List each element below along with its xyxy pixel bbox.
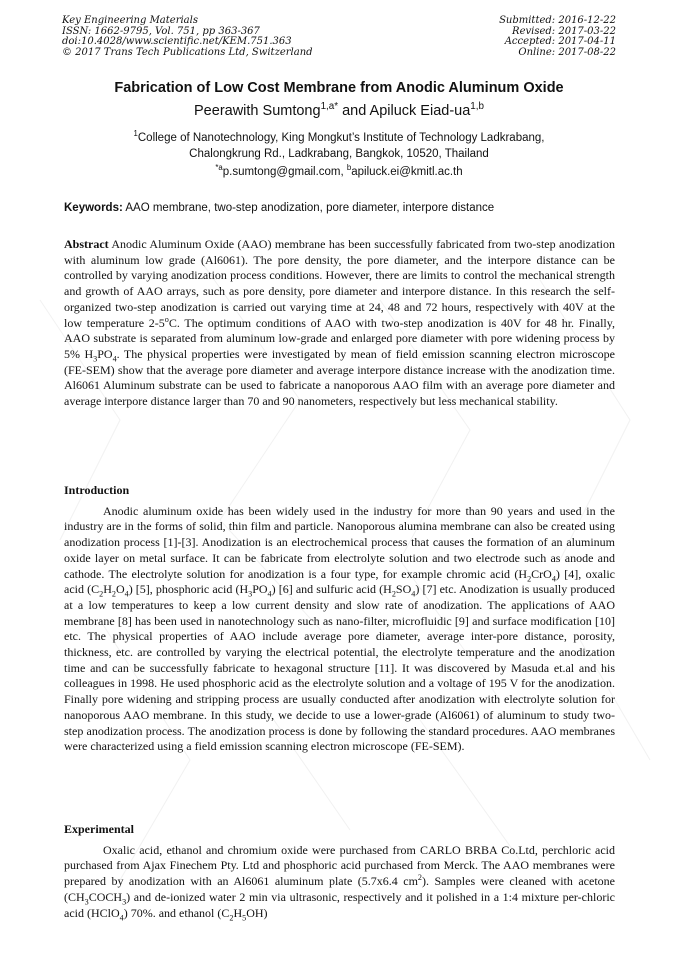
superscript: 2	[417, 873, 422, 883]
body-text: SO	[395, 582, 412, 597]
subscript: 4	[112, 354, 117, 364]
body-text: ) [4], oxalic acid (C	[64, 566, 615, 597]
abstract-section	[64, 237, 615, 410]
body-text: ) [6] and sulfuric acid (H	[271, 582, 392, 597]
author-name: Peerawith Sumtong	[194, 103, 321, 119]
author-affiliation-mark: 1,b	[470, 101, 484, 113]
subscript: 2	[99, 589, 104, 599]
keywords-text: AAO membrane, two-step anodization, pore diameter, interpore distance	[122, 202, 495, 214]
subscript: 2	[391, 589, 396, 599]
online-date: Online: 2017-08-22	[518, 46, 616, 58]
affiliation-line: College of Nanotechnology, King Mongkut’s Institute of Technology Ladkrabang,	[137, 132, 545, 144]
subscript: 4	[267, 589, 272, 599]
abstract-text: C. The optimum conditions of AAO with two-step anodization is 40V for 48 hr. Finally, AAO substrate is separated from aluminum low-grade and enlarged pore diameter with pore widening process by 5% H	[64, 315, 615, 361]
section-heading: Experimental	[64, 822, 134, 836]
author-affiliation-mark: 1,a*	[320, 101, 339, 113]
body-text: ). Samples were cleaned with acetone (CH	[64, 874, 615, 904]
author-name: Apiluck Eiad-ua	[369, 103, 471, 119]
paper-title: Fabrication of Low Cost Membrane from Anodic Aluminum Oxide	[114, 80, 564, 96]
introduction-section	[64, 483, 615, 755]
section-heading: Introduction	[64, 483, 130, 497]
body-text: O	[115, 582, 125, 597]
body-text: ) and de-ionized water 2 min via ultrasonic, respectively and it polished in a 1:4 mixture per-chloric acid (HClO	[64, 889, 615, 920]
subscript: 2	[111, 589, 116, 599]
subscript: 4	[551, 573, 556, 583]
affiliation-line: Chalongkrung Rd., Ladkrabang, Bangkok, 10520, Thailand	[189, 147, 489, 160]
email-mark: *a	[215, 163, 223, 173]
doi-link[interactable]: doi:10.4028/www.scientific.net/KEM.751.363	[62, 36, 292, 48]
introduction-paragraph	[64, 504, 615, 755]
revised-date: Revised: 2017-03-22	[512, 25, 616, 37]
affiliation-mark: 1	[133, 129, 138, 139]
body-text: PO	[252, 582, 268, 597]
experimental-paragraph	[64, 843, 615, 922]
subscript: 5	[242, 912, 247, 922]
body-text: H	[103, 582, 112, 597]
affiliation	[0, 131, 678, 162]
body-text: Anodic aluminum oxide has been widely used in the industry for more than 90 years and used in the industry are in the forms of solid, thin film and particle. Nanoporous alumina membrane can also be created using anodization process [1]-[3]. Anodization is an electrochemical process that causes the formation of an aluminum oxide layer on metal surface. It can be fabricate from electrolyte solution and two electrode such as anode and cathode. The electrolyte solution for anodization is a four type, for example chromic acid (H	[64, 503, 615, 581]
keywords-line	[64, 202, 624, 214]
subscript: 3	[93, 354, 98, 364]
abstract-text: Anodic Aluminum Oxide (AAO) membrane has been successfully fabricated from two-step anodization with aluminum low grade (Al6061). The pore density, the pore diameter, and the interpore distance can be controlled by varying anodization process conditions. However, there are limits to control the mechanical strength and growth of AAO arrays, such as pore density, pore diameter and interpore distance. In this research the self-organized two-step anodization is carried out varying time at 24, 48 and 72 hours, respectively with 40V at the low temperature 2-5	[64, 237, 615, 330]
copyright-line: © 2017 Trans Tech Publications Ltd, Switzerland	[62, 46, 313, 58]
journal-header-right	[499, 16, 616, 58]
body-text: COCH	[88, 889, 123, 904]
email-link[interactable]: apiluck.ei@kmitl.ac.th	[351, 166, 463, 178]
subscript: 3	[122, 897, 127, 907]
author-list	[0, 103, 678, 119]
body-text: H	[233, 905, 243, 920]
body-text: ) 70%. and ethanol (C	[123, 905, 230, 920]
subscript: 4	[119, 912, 124, 922]
abstract-text: . The physical properties were investigated by mean of field emission scanning electron microscope (FE-SEM) show that the average pore diameter and average interpore distance increase with the anodization time. Al6061 Aluminum substrate can be used to fabricate a nanoporous AAO film with an average pore diameter and average interpore distance larger than 70 and 90 nanometers, respectively but less mechanical stability.	[64, 346, 615, 409]
email-mark: b	[346, 163, 352, 173]
issn-line: ISSN: 1662-9795, Vol. 751, pp 363-367	[62, 25, 260, 37]
subscript: 4	[124, 589, 129, 599]
author-emails	[0, 163, 678, 178]
body-text: ) [5], phosphoric acid (H	[128, 582, 249, 597]
subscript: 3	[248, 589, 253, 599]
subscript: 3	[84, 897, 89, 907]
keywords-label: Keywords:	[64, 202, 123, 214]
author-connector: and	[338, 103, 370, 119]
journal-name: Key Engineering Materials	[62, 15, 198, 26]
body-text: Oxalic acid, ethanol and chromium oxide were purchased from CARLO BRBA Co.Ltd, perchloric acid purchased from Ajax Finechem Pty. Ltd and phosphoric acid purchased from Merck. The AAO membranes were prepared by anodization with an Al6061 aluminum plate (5.7x6.4 cm	[64, 842, 615, 889]
body-text: ) [7] etc. Anodization is usually produced at a low temperatures to keep a low current density and slow rate of anodization. The applications of AAO membrane [8] has been used in nanotechnology such as nano-filter, microfluidic [9] and surface modification [10] etc. The physical properties of AAO include average pore diameter, average inter-pore distance, porosity, thickness, etc. are controlled by varying the electrical potential, the electrolyte temperature and the anodization time and can be successfully fabricate to hexagonal structure [11]. It was discovered by Masuda et.al and his colleagues in 1998. He used phosphoric acid as the electrolyte solution and a voltage of 195 V for the anodization. Finally pore widening and stripping process are usually conducted after anodization with electrolyte solution for nanoporous AAO membrane. In this study, we decide to use a lower-grade (Al6061) of aluminum to study two-step anodization process. The anodization process is done by following the standard procedures. AAO membranes were characterized using a field emission scanning electron microscope (FE-SEM).	[64, 582, 615, 754]
body-text: CrO	[531, 566, 552, 581]
submitted-date: Submitted: 2016-12-22	[499, 15, 616, 26]
email-link[interactable]: p.sumtong@gmail.com,	[222, 166, 347, 178]
abstract-text: PO	[97, 346, 113, 361]
abstract-label: Abstract	[64, 237, 109, 251]
subscript: 4	[411, 589, 416, 599]
body-text: OH)	[246, 905, 268, 920]
accepted-date: Accepted: 2017-04-11	[504, 36, 616, 48]
subscript: 2	[229, 912, 234, 922]
experimental-section	[64, 822, 615, 921]
degree-mark: o	[164, 314, 169, 324]
journal-header-left	[62, 16, 313, 58]
subscript: 2	[527, 573, 532, 583]
